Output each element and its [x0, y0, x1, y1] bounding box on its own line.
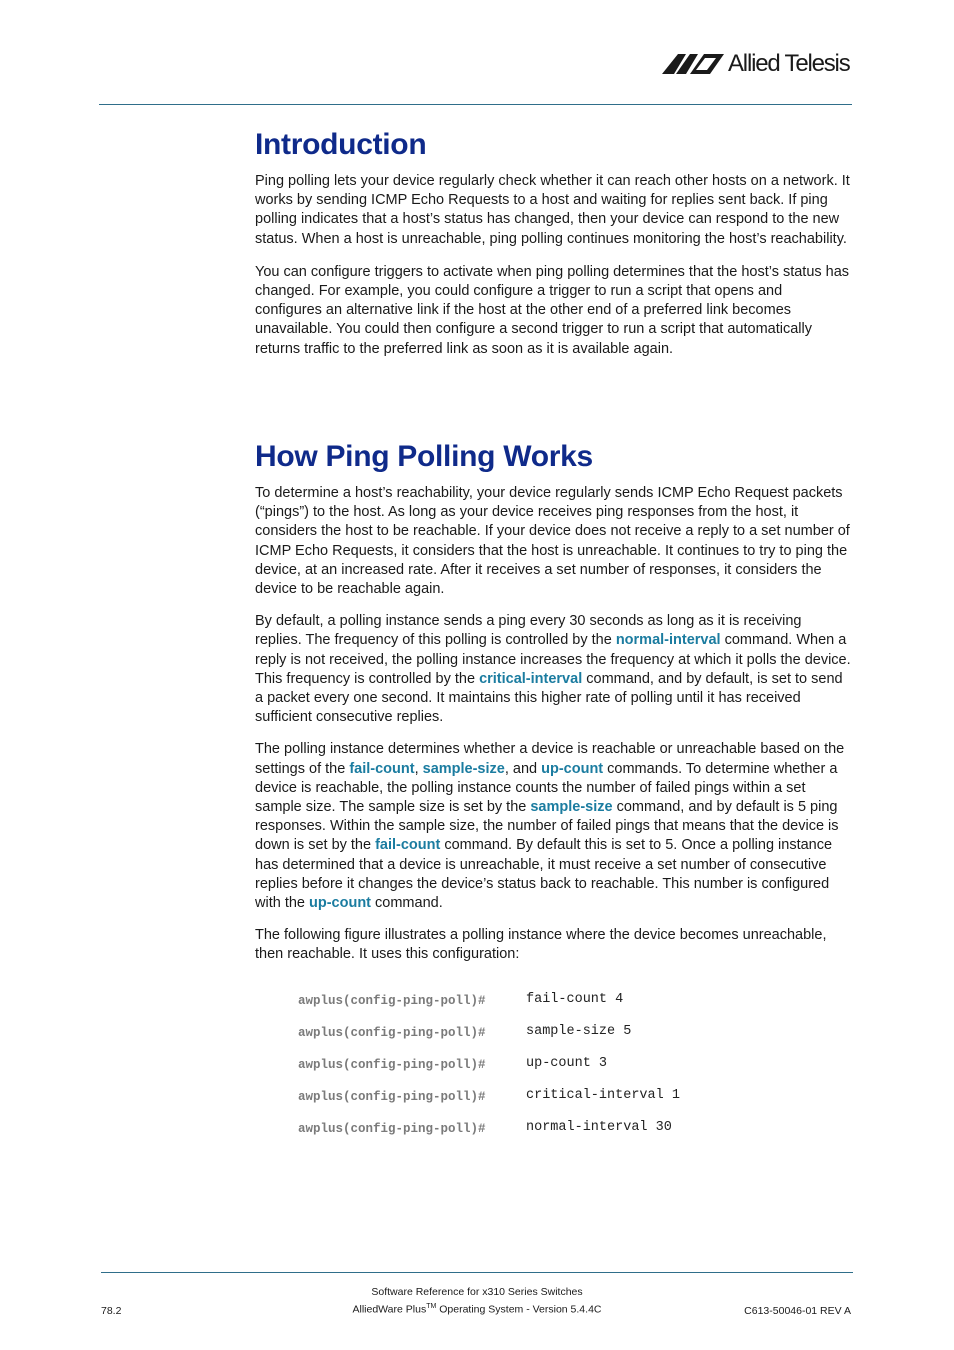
text: command, and by default, is set to send a packet every one second. It maintains this higher rate of polling until it has received sufficient consecutive replies. [255, 670, 843, 726]
allied-telesis-logo-mark [660, 48, 726, 78]
logo-text: Allied Telesis [728, 50, 850, 77]
how-ping-polling-works-section [255, 439, 851, 965]
text: , [414, 760, 423, 777]
critical-interval-link[interactable]: critical-interval [479, 670, 583, 687]
text: command, and by default is 5 ping responses. Within the sample size, the number of failed pings that means that the device is down is set by the [255, 799, 839, 854]
up-count-link[interactable]: up-count [309, 895, 372, 912]
document-id: C613-50046-01 REV A [744, 1305, 851, 1317]
trademark-mark: TM [426, 1303, 437, 1310]
introduction-section [255, 127, 851, 359]
footer-version-text: Operating System - Version 5.4.4C [436, 1303, 602, 1316]
cli-prompt: awplus(config-ping-poll)# [298, 1058, 486, 1072]
sample-size-link[interactable]: sample-size [422, 760, 505, 777]
header-rule [99, 104, 852, 105]
text: command. When a reply is not received, the polling instance increases the frequency at which it polls the device. This frequency is controlled by the [255, 632, 851, 687]
fail-count-link[interactable]: fail-count [375, 837, 441, 854]
cli-prompt: awplus(config-ping-poll)# [298, 1122, 486, 1136]
text: command. By default this is set to 5. Once a polling instance has determined that a device is unreachable, it must receive a set number of consecutive replies before it changes the device’s status back to reachable. This number is configured with the [255, 837, 833, 912]
text: , and [504, 760, 542, 777]
footer-product: AlliedWare Plus [352, 1303, 427, 1316]
footer-title-text: Software Reference for x310 Series Switches [371, 1286, 583, 1298]
how-ping-polling-works-heading: How Ping Polling Works [255, 440, 593, 473]
cli-command: normal-interval 30 [526, 1120, 672, 1135]
how-paragraph-1: To determine a host’s reachability, your device regularly sends ICMP Echo Request packets (“pings”) to the host. As long as your device receives ping responses from the host, it considers the host to be reachable. If your device does not receive a reply to a set number of ICMP Echo Requests, it considers that the host is unreachable. It continues to try to ping the device, at an increased rate. After it receives a set number of responses, it considers the device to be reachable again. [255, 485, 850, 598]
cli-prompt: awplus(config-ping-poll)# [298, 1026, 486, 1040]
cli-prompt: awplus(config-ping-poll)# [298, 1090, 486, 1104]
how-paragraph-2 [255, 612, 851, 727]
introduction-paragraph-1: Ping polling lets your device regularly check whether it can reach other hosts on a network. It works by sending ICMP Echo Requests to a host and waiting for replies sent back. If ping polling indicates that a host’s status has changed, then your device can respond to the new status. When a host is unreachable, ping polling continues monitoring the host’s reachability. [255, 173, 850, 247]
cli-prompt: awplus(config-ping-poll)# [298, 994, 486, 1008]
cli-command: sample-size 5 [526, 1024, 632, 1039]
up-count-link[interactable]: up-count [541, 760, 604, 777]
how-paragraph-4: The following figure illustrates a polling instance where the device becomes unreachable, then reachable. It uses this configuration: [255, 927, 827, 963]
introduction-paragraph-2: You can configure triggers to activate when ping polling determines that the host’s status has changed. For example, you could configure a trigger to run a script that opens and configures an alternative link if the host at the other end of a preferred link becomes unavailable. You could then configure a second trigger to run a script that automatically returns traffic to the preferred link as soon as it is available again. [255, 263, 850, 357]
footer-title [0, 1286, 954, 1298]
cli-command: up-count 3 [526, 1056, 608, 1071]
text: The polling instance determines whether a device is reachable or unreachable based on the settings of the [255, 741, 845, 777]
sample-size-link[interactable]: sample-size [530, 799, 613, 816]
footer-rule [101, 1272, 853, 1273]
normal-interval-link[interactable]: normal-interval [615, 632, 721, 649]
fail-count-link[interactable]: fail-count [349, 760, 415, 777]
cli-command: critical-interval 1 [526, 1088, 680, 1103]
introduction-heading: Introduction [255, 128, 427, 161]
text: commands. To determine whether a device is reachable, the polling instance counts the number of failed pings within a set sample size. The sample size is set by the [255, 760, 838, 816]
allied-telesis-logo [660, 48, 856, 80]
text: By default, a polling instance sends a ping every 30 seconds as long as it is receiving replies. The frequency of this polling is controlled by the [255, 613, 802, 649]
page-number: 78.2 [101, 1305, 122, 1317]
cli-command: fail-count 4 [526, 992, 624, 1007]
how-paragraph-3 [255, 740, 851, 913]
text: command. [371, 895, 443, 912]
